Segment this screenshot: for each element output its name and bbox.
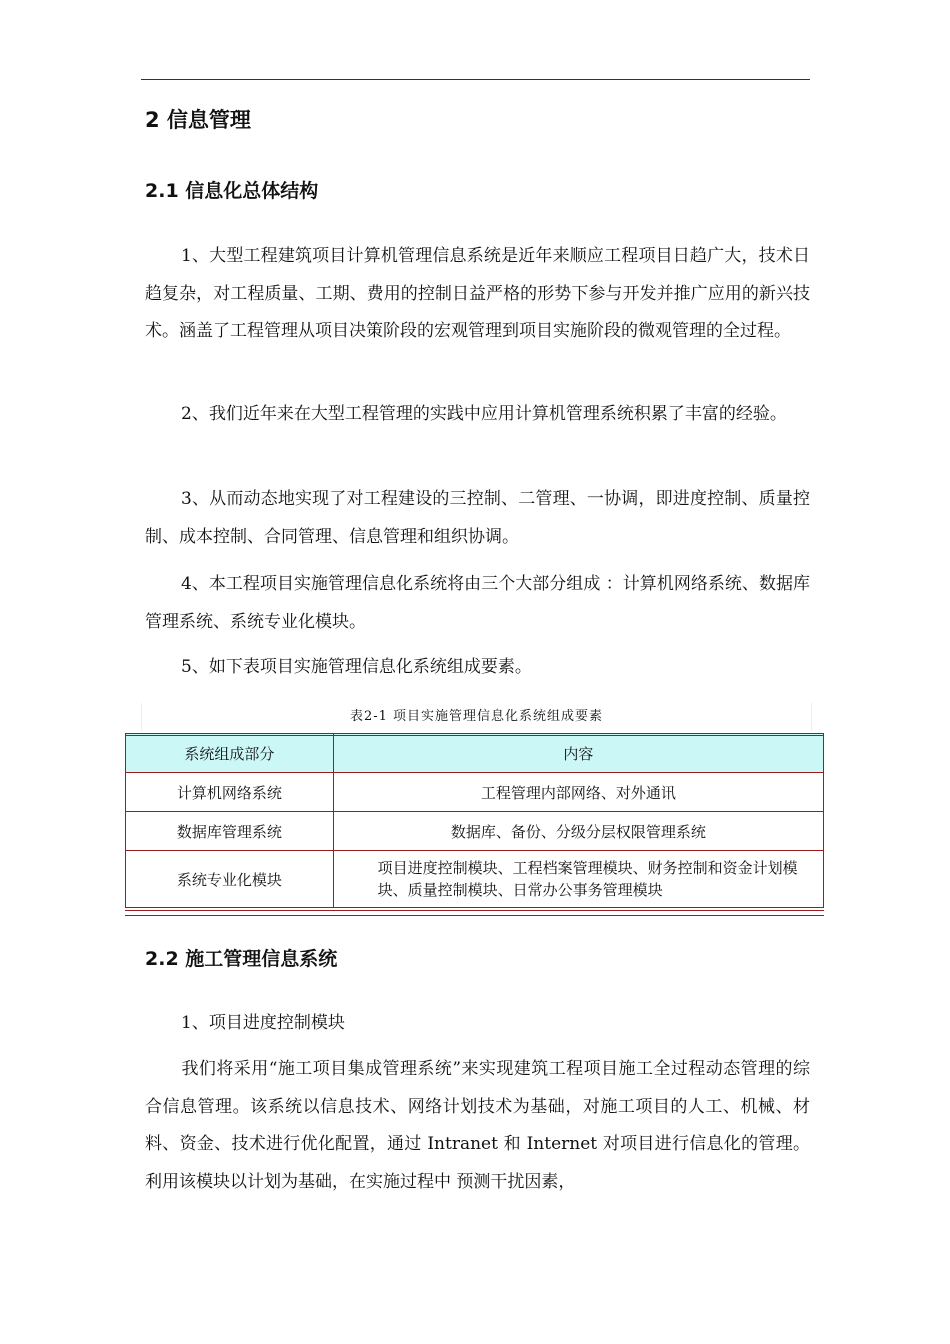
paragraph-6 [145,1005,810,1043]
table-cell: 工程管理内部网络、对外通讯 [333,773,823,812]
paragraph-5 [145,649,810,687]
paragraph-2-text: 2、我们近年来在大型工程管理的实践中应用计算机管理系统积累了丰富的经验。 [181,404,787,424]
table-top-double-rule [125,733,824,736]
table-row [126,851,824,908]
paragraph-5-text: 5、如下表项目实施管理信息化系统组成要素。 [181,657,532,677]
table-cell: 计算机网络系统 [126,773,334,812]
subsection-heading-2-1: 2.1 信息化总体结构 [145,180,319,202]
paragraph-7 [145,1051,810,1201]
table-cell: 系统专业化模块 [126,851,334,908]
table-cell: 数据库、备份、分级分层权限管理系统 [333,812,823,851]
subsection-heading-2-2: 2.2 施工管理信息系统 [145,948,338,970]
paragraph-1 [145,238,810,351]
paragraph-4 [145,566,810,641]
table-bottom-double-rule [125,910,824,916]
table-header-row [126,734,824,773]
paragraph-2 [145,396,810,434]
paragraph-1-text: 1、大型工程建筑项目计算机管理信息系统是近年来顺应工程项目日趋广大，技术日趋复杂，对工程质量、工期、费用的控制日益严格的形势下参与开发并推广应用的新兴技术。涵盖了工程管理从项目决策阶段的宏观管理到项目实施阶段的微观管理的全过程。 [145,246,810,341]
paragraph-6-text: 1、项目进度控制模块 [181,1013,345,1033]
table-header-cell: 系统组成部分 [126,734,334,773]
paragraph-4-text: 4、本工程项目实施管理信息化系统将由三个大部分组成 ：计算机网络系统、数据库管理系统、系统专业化模块。 [145,574,810,632]
header-rule [141,79,810,80]
table-caption: 表2-1 项目实施管理信息化系统组成要素 [141,703,812,731]
paragraph-7-text: 我们将采用“施工项目集成管理系统”来实现建筑工程项目施工全过程动态管理的综合信息管理。该系统以信息技术、网络计划技术为基础，对施工项目的人工、机械、材料、资金、技术进行优化配置，通过 Intranet 和 Internet 对项目进行信息化的管理。利用该模块以计划为基础，在实施过程中 预测干扰因素， [145,1059,810,1192]
table-row [126,773,824,812]
table-cell: 数据库管理系统 [126,812,334,851]
paragraph-3-text: 3、从而动态地实现了对工程建设的三控制、二管理、一协调，即进度控制、质量控制、成本控制、合同管理、信息管理和组织协调。 [145,489,810,547]
composition-table [125,733,824,908]
paragraph-3 [145,481,810,556]
section-heading: 2 信息管理 [145,108,251,132]
table-row [126,812,824,851]
table-cell: 项目进度控制模块、工程档案管理模块、财务控制和资金计划模块、质量控制模块、日常办公事务管理模块 [333,851,823,908]
table-header-cell: 内容 [333,734,823,773]
